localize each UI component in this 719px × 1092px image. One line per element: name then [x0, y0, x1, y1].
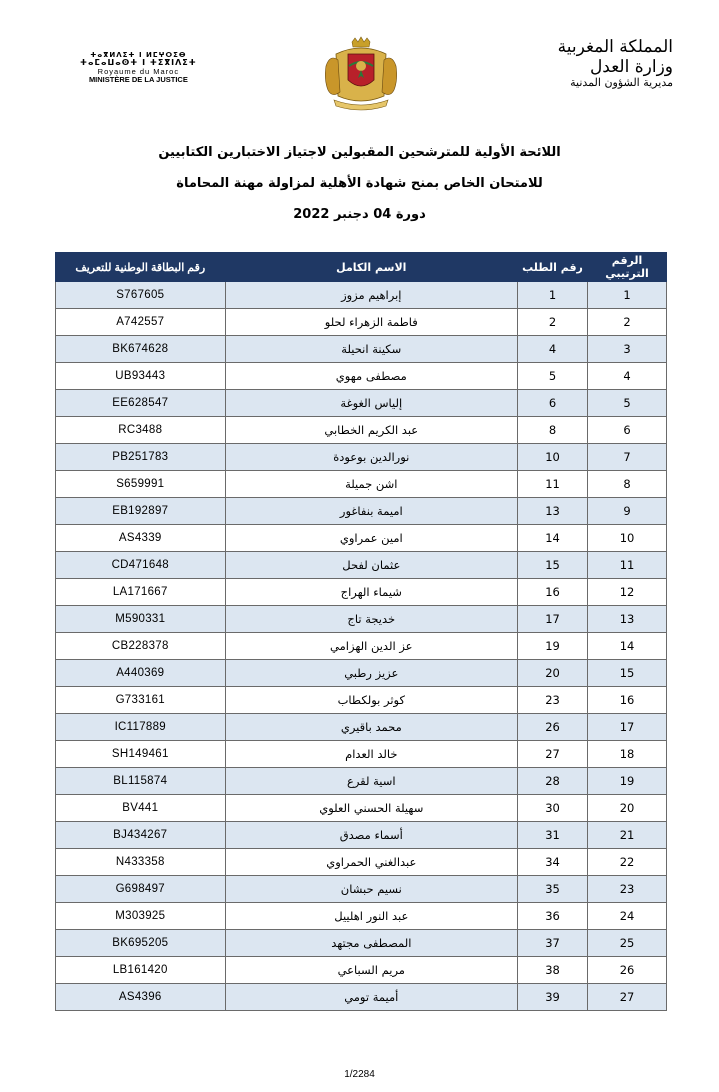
table-row: [56, 849, 667, 876]
table-row: [56, 714, 667, 741]
name-cell: إبراهيم مزوز: [225, 282, 517, 309]
name-cell: عبدالغني الحمراوي: [225, 849, 517, 876]
table-row: [56, 552, 667, 579]
id-cell: G698497: [56, 876, 226, 903]
id-cell: PB251783: [56, 444, 226, 471]
table-row: [56, 282, 667, 309]
name-cell: عزيز رطبي: [225, 660, 517, 687]
ministry-title-ar: وزارة العدل: [589, 56, 673, 77]
name-cell: عثمان لفحل: [225, 552, 517, 579]
id-cell: BK695205: [56, 930, 226, 957]
rank-cell: 17: [588, 714, 667, 741]
request-cell: 2: [518, 309, 588, 336]
request-cell: 34: [518, 849, 588, 876]
request-cell: 11: [518, 471, 588, 498]
name-cell: نورالدين بوعودة: [225, 444, 517, 471]
rank-cell: 7: [588, 444, 667, 471]
table-row: [56, 822, 667, 849]
request-cell: 27: [518, 741, 588, 768]
request-cell: 36: [518, 903, 588, 930]
id-cell: IC117889: [56, 714, 226, 741]
id-cell: CD471648: [56, 552, 226, 579]
request-cell: 30: [518, 795, 588, 822]
id-cell: EE628547: [56, 390, 226, 417]
page-number: 1/2284: [344, 1069, 375, 1080]
rank-cell: 16: [588, 687, 667, 714]
table-row: [56, 525, 667, 552]
rank-cell: 5: [588, 390, 667, 417]
ministry-logo-right: [558, 38, 673, 90]
title-line-2: للامتحان الخاص بمنح شهادة الأهلية لمزاولة مهنة المحاماة: [176, 176, 543, 191]
request-cell: 16: [518, 579, 588, 606]
table-row: [56, 444, 667, 471]
name-cell: سهيلة الحسني العلوي: [225, 795, 517, 822]
table-row: [56, 633, 667, 660]
ministry-logo-left: [80, 52, 197, 83]
table-row: [56, 606, 667, 633]
request-cell: 26: [518, 714, 588, 741]
coat-of-arms-icon: [322, 36, 400, 114]
rank-cell: 21: [588, 822, 667, 849]
rank-cell: 10: [588, 525, 667, 552]
id-cell: A742557: [56, 309, 226, 336]
request-cell: 10: [518, 444, 588, 471]
rank-cell: 26: [588, 957, 667, 984]
request-cell: 15: [518, 552, 588, 579]
request-cell: 17: [518, 606, 588, 633]
request-cell: 31: [518, 822, 588, 849]
table-row: [56, 660, 667, 687]
request-cell: 38: [518, 957, 588, 984]
request-cell: 23: [518, 687, 588, 714]
id-cell: S767605: [56, 282, 226, 309]
table-header-row: [56, 253, 667, 282]
name-cell: خالد العدام: [225, 741, 517, 768]
id-cell: AS4339: [56, 525, 226, 552]
table-row: [56, 741, 667, 768]
name-cell: اشن جميلة: [225, 471, 517, 498]
table-row: [56, 768, 667, 795]
rank-cell: 25: [588, 930, 667, 957]
id-cell: M303925: [56, 903, 226, 930]
table-row: [56, 687, 667, 714]
rank-cell: 15: [588, 660, 667, 687]
name-cell: محمد باقيري: [225, 714, 517, 741]
name-cell: عبد النور اهلييل: [225, 903, 517, 930]
page-header: [0, 0, 719, 130]
name-cell: خديجة تاج: [225, 606, 517, 633]
name-cell: نسيم حبشان: [225, 876, 517, 903]
name-cell: مصطفى مهوي: [225, 363, 517, 390]
title-line-3: دورة 04 دجنبر 2022: [293, 207, 426, 222]
header-rank: الرقم الترتيبي: [588, 253, 667, 282]
tifinagh-line-1: ⵜⴰⴳⵍⴷⵉⵜ ⵏ ⵍⵎⵖⵔⵉⴱ: [90, 51, 187, 59]
candidates-table: [55, 252, 667, 1011]
id-cell: LA171667: [56, 579, 226, 606]
table-row: [56, 984, 667, 1011]
id-cell: LB161420: [56, 957, 226, 984]
table-row: [56, 876, 667, 903]
name-cell: إلياس الغوغة: [225, 390, 517, 417]
name-cell: عبد الكريم الخطابي: [225, 417, 517, 444]
id-cell: SH149461: [56, 741, 226, 768]
table-row: [56, 930, 667, 957]
header-request-number: رقم الطلب: [518, 253, 588, 282]
id-cell: RC3488: [56, 417, 226, 444]
rank-cell: 3: [588, 336, 667, 363]
request-cell: 8: [518, 417, 588, 444]
table-row: [56, 309, 667, 336]
rank-cell: 18: [588, 741, 667, 768]
name-cell: سكينة انحيلة: [225, 336, 517, 363]
id-cell: A440369: [56, 660, 226, 687]
request-cell: 37: [518, 930, 588, 957]
id-cell: N433358: [56, 849, 226, 876]
table-row: [56, 336, 667, 363]
id-cell: G733161: [56, 687, 226, 714]
tifinagh-line-2: ⵜⴰⵎⴰⵡⴰⵙⵜ ⵏ ⵜⵉⴳⵏⴷⵉⵜ: [80, 58, 197, 68]
request-cell: 13: [518, 498, 588, 525]
rank-cell: 20: [588, 795, 667, 822]
rank-cell: 22: [588, 849, 667, 876]
header-national-id: رقم البطاقة الوطنية للتعريف: [56, 253, 226, 282]
table-row: [56, 957, 667, 984]
rank-cell: 14: [588, 633, 667, 660]
request-cell: 5: [518, 363, 588, 390]
table-row: [56, 390, 667, 417]
rank-cell: 2: [588, 309, 667, 336]
rank-cell: 13: [588, 606, 667, 633]
name-cell: فاطمة الزهراء لحلو: [225, 309, 517, 336]
rank-cell: 12: [588, 579, 667, 606]
table-row: [56, 795, 667, 822]
request-cell: 20: [518, 660, 588, 687]
id-cell: UB93443: [56, 363, 226, 390]
rank-cell: 27: [588, 984, 667, 1011]
id-cell: BK674628: [56, 336, 226, 363]
table-row: [56, 498, 667, 525]
table-row: [56, 417, 667, 444]
id-cell: S659991: [56, 471, 226, 498]
rank-cell: 24: [588, 903, 667, 930]
ministere-de-la-justice: MINISTÈRE DE LA JUSTICE: [88, 74, 188, 84]
request-cell: 14: [518, 525, 588, 552]
rank-cell: 4: [588, 363, 667, 390]
rank-cell: 1: [588, 282, 667, 309]
rank-cell: 8: [588, 471, 667, 498]
id-cell: BL115874: [56, 768, 226, 795]
name-cell: كوثر بولكطاب: [225, 687, 517, 714]
rank-cell: 6: [588, 417, 667, 444]
name-cell: عز الدين الهزامي: [225, 633, 517, 660]
name-cell: شيماء الهراج: [225, 579, 517, 606]
rank-cell: 23: [588, 876, 667, 903]
rank-cell: 19: [588, 768, 667, 795]
rank-cell: 9: [588, 498, 667, 525]
request-cell: 4: [518, 336, 588, 363]
header-full-name: الاسم الكامل: [225, 253, 517, 282]
table-row: [56, 471, 667, 498]
request-cell: 39: [518, 984, 588, 1011]
id-cell: AS4396: [56, 984, 226, 1011]
id-cell: BV441: [56, 795, 226, 822]
table-row: [56, 579, 667, 606]
name-cell: اسية لقرع: [225, 768, 517, 795]
request-cell: 35: [518, 876, 588, 903]
id-cell: CB228378: [56, 633, 226, 660]
name-cell: مريم السباعي: [225, 957, 517, 984]
request-cell: 28: [518, 768, 588, 795]
kingdom-title-ar: المملكة المغربية: [557, 37, 673, 57]
name-cell: المصطفى مجتهد: [225, 930, 517, 957]
document-titles: [0, 140, 719, 233]
directorate-title-ar: مديرية الشؤون المدنية: [570, 76, 673, 90]
table-row: [56, 363, 667, 390]
request-cell: 6: [518, 390, 588, 417]
name-cell: امين عمراوي: [225, 525, 517, 552]
name-cell: أسماء مصدق: [225, 822, 517, 849]
id-cell: EB192897: [56, 498, 226, 525]
royaume-du-maroc: Royaume du Maroc: [97, 66, 180, 76]
request-cell: 19: [518, 633, 588, 660]
request-cell: 1: [518, 282, 588, 309]
title-line-1: اللائحة الأولية للمترشحين المقبولين لاجتياز الاختبارين الكتابيين: [158, 145, 561, 160]
table-row: [56, 903, 667, 930]
id-cell: M590331: [56, 606, 226, 633]
id-cell: BJ434267: [56, 822, 226, 849]
name-cell: أميمة تومي: [225, 984, 517, 1011]
name-cell: اميمة بنفاغور: [225, 498, 517, 525]
rank-cell: 11: [588, 552, 667, 579]
